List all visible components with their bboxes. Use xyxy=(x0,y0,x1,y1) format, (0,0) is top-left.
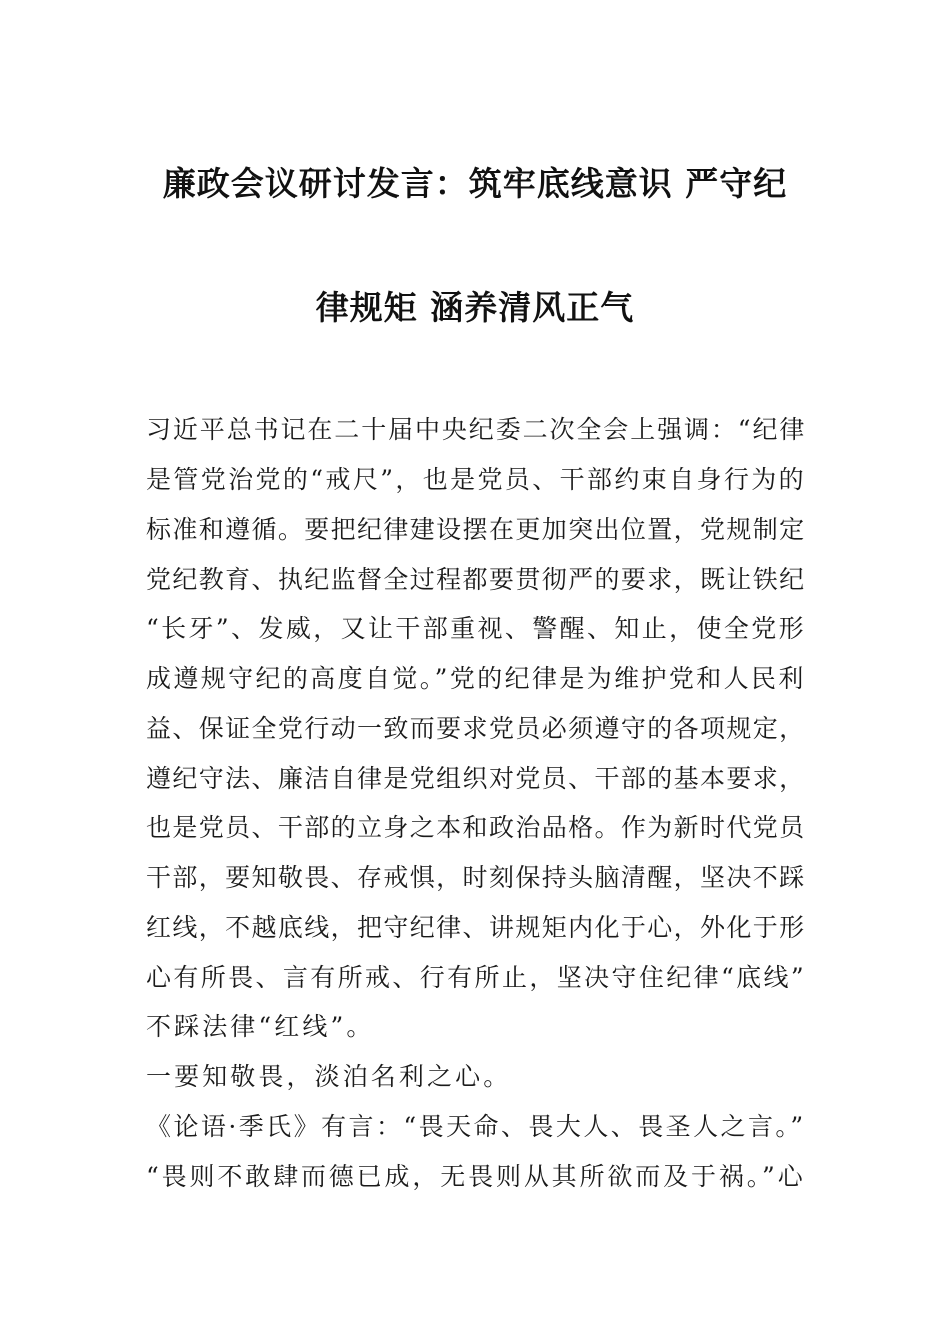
body-line: 益、保证全党行动一致而要求党员必须遵守的各项规定， xyxy=(146,714,806,743)
body-line: 不踩法律“红线”。 xyxy=(146,1012,375,1041)
document-title-line-2 xyxy=(0,282,950,329)
body-line: “长牙”、发威，又让干部重视、警醒、知止，使全党形 xyxy=(146,614,807,643)
body-line: 党纪教育、执纪监督全过程都要贯彻严的要求，既让铁纪 xyxy=(146,565,806,594)
body-line: 是管党治党的“戒尺”，也是党员、干部约束自身行为的 xyxy=(146,465,807,494)
title-text: 律规矩 涵养清风正气 xyxy=(315,288,635,327)
body-line: 干部，要知敬畏、存戒惧，时刻保持头脑清醒，坚决不踩 xyxy=(146,863,806,892)
document-title-line-1 xyxy=(0,158,950,205)
body-line: 心有所畏、言有所戒、行有所止，坚决守住纪律“底线” xyxy=(146,963,807,992)
body-line: 《论语·季氏》有言：“畏天命、畏大人、畏圣人之言。” xyxy=(146,1112,806,1141)
body-line: 红线，不越底线，把守纪律、讲规矩内化于心，外化于形 xyxy=(146,913,806,942)
body-line: 成遵规守纪的高度自觉。”党的纪律是为维护党和人民利 xyxy=(146,664,806,693)
body-line: 遵纪守法、廉洁自律是党组织对党员、干部的基本要求， xyxy=(146,764,806,793)
body-line: “畏则不敢肆而德已成，无畏则从其所欲而及于祸。”心 xyxy=(146,1162,806,1191)
body-line: 也是党员、干部的立身之本和政治品格。作为新时代党员 xyxy=(146,813,806,842)
body-line: 标准和遵循。要把纪律建设摆在更加突出位置，党规制定 xyxy=(146,515,806,544)
title-text: 廉政会议研讨发言：筑牢底线意识 严守纪 xyxy=(162,164,788,203)
section-heading: 一要知敬畏，淡泊名利之心。 xyxy=(146,1062,512,1091)
body-line: 习近平总书记在二十届中央纪委二次全会上强调：“纪律 xyxy=(146,415,807,444)
